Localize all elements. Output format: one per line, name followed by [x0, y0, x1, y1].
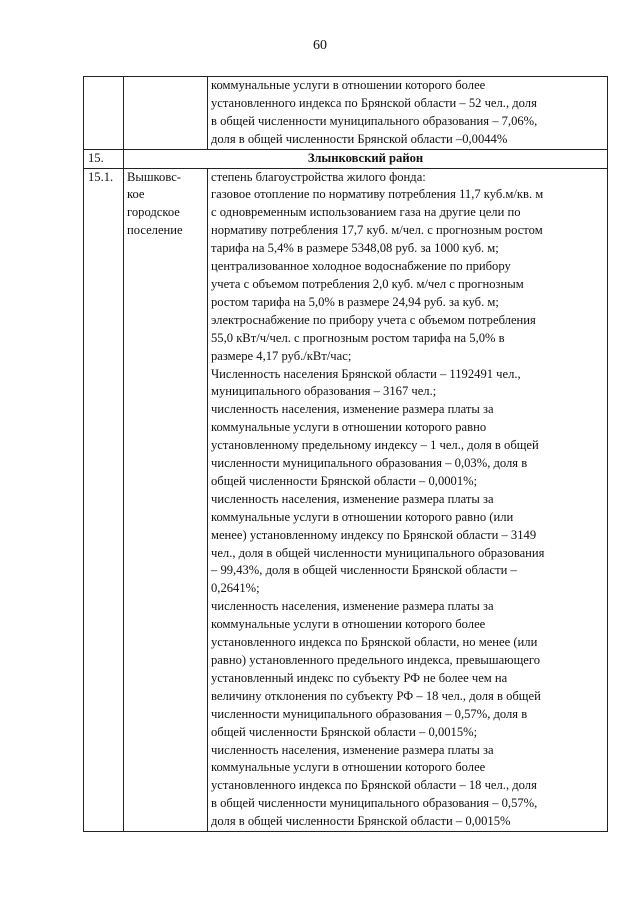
text-line: численность населения, изменение размера платы за	[211, 402, 494, 417]
municipality-line: поселение	[127, 223, 183, 238]
text-line: установленного индекса по Брянской области – 52 чел., доля	[211, 95, 537, 110]
text-line: численность населения, изменение размера платы за	[211, 742, 494, 757]
text-line: численность населения, изменение размера платы за	[211, 491, 494, 506]
text-line: газовое отопление по нормативу потребления 11,7 куб.м/кв. м	[211, 187, 544, 202]
text-line: Численность населения Брянской области – 1192491 чел.,	[211, 366, 521, 381]
text-line: доля в общей численности Брянской области –0,0044%	[211, 131, 508, 146]
text-line: общей численности Брянской области – 0,0001%;	[211, 473, 478, 488]
text-line: численности муниципального образования – 0,03%, доля в	[211, 456, 528, 471]
text-line: коммунальные услуги в отношении которого более	[211, 760, 486, 775]
municipality-line: городское	[127, 205, 180, 220]
text-line: размере 4,17 руб./кВт/час;	[211, 348, 352, 363]
text-line: коммунальные услуги в отношении которого равно	[211, 420, 487, 435]
text-line: общей численности Брянской области – 0,0015%;	[211, 724, 478, 739]
text-line: учета с объемом потребления 2,0 куб. м/чел с прогнозным	[211, 276, 524, 291]
text-line: с одновременным использованием газа на другие цели по	[211, 205, 521, 220]
text-line: тарифа на 5,4% в размере 5348,08 руб. за 1000 куб. м;	[211, 241, 499, 256]
text-line: чел., доля в общей численности муниципального образования	[211, 545, 545, 560]
text-line: ростом тарифа на 5,0% в размере 24,94 руб. за куб. м;	[211, 294, 499, 309]
entry-number: 15.1.	[84, 168, 124, 832]
text-line: – 99,43%, доля в общей численности Брянской области –	[211, 563, 517, 578]
continuation-municipality-cell	[124, 77, 208, 150]
text-line: коммунальные услуги в отношении которого более	[211, 617, 486, 632]
text-line: нормативу потребления 17,7 куб. м/чел. с прогнозным ростом	[211, 223, 543, 238]
text-line: степень благоустройства жилого фонда:	[211, 169, 426, 184]
entry-row	[84, 168, 608, 832]
continuation-text-cell	[208, 77, 608, 150]
section-row	[84, 149, 608, 168]
text-line: электроснабжение по прибору учета с объемом потребления	[211, 312, 536, 327]
text-line: установленный индекс по субъекту РФ не более чем на	[211, 670, 508, 685]
text-line: численности муниципального образования – 0,57%, доля в	[211, 706, 528, 721]
page-number: 60	[313, 38, 327, 53]
entry-text-cell	[208, 168, 608, 832]
text-line: доля в общей численности Брянской области – 0,0015%	[211, 814, 511, 829]
municipality-cell	[124, 168, 208, 832]
text-line: установленному предельному индексу – 1 чел., доля в общей	[211, 438, 539, 453]
text-line: установленного индекса по Брянской области – 18 чел., доля	[211, 778, 537, 793]
text-line: численность населения, изменение размера платы за	[211, 599, 494, 614]
text-line: 0,2641%;	[211, 581, 260, 596]
text-line: в общей численности муниципального образования – 0,57%,	[211, 796, 538, 811]
continuation-row	[84, 77, 608, 150]
text-line: равно) установленного предельного индекса, превышающего	[211, 653, 541, 667]
text-line: в общей численности муниципального образования – 7,06%,	[211, 113, 538, 128]
municipality-line: кое	[127, 187, 145, 202]
text-line: установленного индекса по Брянской области, но менее (или	[211, 635, 538, 650]
continuation-number-cell	[84, 77, 124, 150]
text-line: централизованное холодное водоснабжение по прибору	[211, 259, 511, 274]
data-table	[83, 76, 608, 832]
text-line: величину отклонения по субъекту РФ – 18 чел., доля в общей	[211, 688, 541, 703]
text-line: муниципального образования – 3167 чел.;	[211, 384, 437, 399]
section-title: Злынковский район	[124, 149, 608, 168]
text-line: менее) установленному индексу по Брянской области – 3149	[211, 527, 537, 542]
text-line: коммунальные услуги в отношении которого равно (или	[211, 509, 514, 524]
text-line: коммунальные услуги в отношении которого более	[211, 78, 486, 92]
municipality-line: Вышковс-	[127, 169, 181, 184]
text-line: 55,0 кВт/ч/чел. с прогнозным ростом тарифа на 5,0% в	[211, 330, 505, 345]
section-number: 15.	[84, 149, 124, 168]
